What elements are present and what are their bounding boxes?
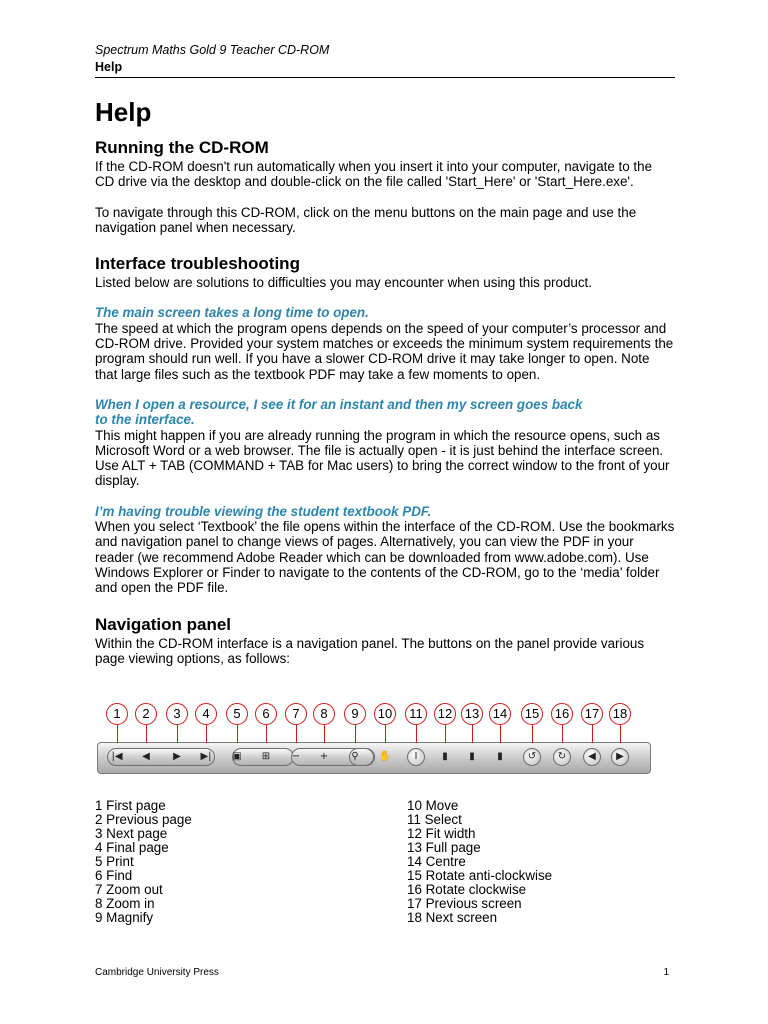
select-icon: Ⅰ — [407, 748, 425, 766]
find-icon: ⊞ — [261, 751, 271, 762]
callout-line — [177, 725, 178, 743]
callout-line — [592, 725, 593, 743]
callout-line — [500, 725, 501, 743]
final-page-icon: ▶| — [200, 751, 212, 762]
legend-item: 16 Rotate clockwise — [407, 882, 527, 897]
footer-publisher: Cambridge University Press — [95, 967, 219, 978]
legend-item: 7 Zoom out — [95, 882, 163, 897]
legend-item: 6 Find — [95, 868, 133, 883]
fit-width-icon: ▮ — [442, 751, 448, 762]
troubleshooting-intro: Listed below are solutions to difficulties you may encounter when using this product. — [95, 275, 592, 291]
magnify-icon: ⚲ — [351, 751, 359, 762]
callout-number: 8 — [313, 703, 335, 725]
answer-3: When you select ‘Textbook’ the file opens within the interface of the CD-ROM. Use the bookmarks and navigation panel to change views of pages. Alternatively, you can view the PDF in your reader (we recommend Adobe Reader which can be downloaded from www.adobe.com). Use Windows Explorer or Finder to navigate to the contents of the CD-ROM, go to the ‘media’ folder and open the PDF file. — [95, 519, 675, 596]
legend-item: 15 Rotate anti-clockwise — [407, 868, 553, 883]
header-divider — [95, 77, 675, 78]
callout-line — [472, 725, 473, 743]
legend-item: 13 Full page — [407, 840, 481, 855]
rotate-anticlockwise-icon: ↺ — [523, 748, 541, 766]
rotate-clockwise-icon: ↻ — [553, 748, 571, 766]
callout-number: 7 — [285, 703, 307, 725]
callout-number: 10 — [374, 703, 396, 725]
callout-line — [355, 725, 356, 743]
next-screen-icon: ▶ — [611, 748, 629, 766]
answer-2: This might happen if you are already running the program in which the resource opens, such as Microsoft Word or a web browser. The file is actually open - it is just behind the interface screen. Use ALT + TAB (COMMAND + TAB for Mac users) to bring the correct window to the front of your display. — [95, 427, 670, 489]
legend-item: 8 Zoom in — [95, 896, 155, 911]
question-2-line-2: to the interface. — [95, 412, 195, 428]
callout-number: 4 — [195, 703, 217, 725]
footer-page-number: 1 — [663, 967, 669, 978]
callout-number: 6 — [255, 703, 277, 725]
move-icon: ✋ — [378, 751, 392, 762]
running-paragraph-2: To navigate through this CD-ROM, click on the menu buttons on the main page and use the navigation panel when necessary. — [95, 204, 637, 235]
callout-line — [532, 725, 533, 743]
question-3: I’m having trouble viewing the student textbook PDF. — [95, 503, 432, 519]
legend-item: 3 Next page — [95, 826, 168, 841]
legend-column-left — [95, 799, 192, 925]
callout-number: 11 — [405, 703, 427, 725]
legend-column-right — [407, 799, 552, 925]
callout-number: 12 — [434, 703, 456, 725]
callout-number: 13 — [461, 703, 483, 725]
callout-number: 14 — [489, 703, 511, 725]
legend-item: 12 Fit width — [407, 826, 476, 841]
running-header-title: Spectrum Maths Gold 9 Teacher CD-ROM — [95, 43, 330, 57]
answer-1: The speed at which the program opens depends on the speed of your computer’s processor and CD-ROM drive. Provided your system matches or exceeds the minimum system requirements the program should run well. If you have a slower CD-ROM drive it may take longer to open. Note that large files such as the textbook PDF may take a few moments to open. — [95, 320, 674, 382]
navigation-intro: Within the CD-ROM interface is a navigation panel. The buttons on the panel provide various page viewing options, as follows: — [95, 635, 645, 666]
print-icon: ▣ — [232, 751, 242, 762]
legend-item: 4 Final page — [95, 840, 169, 855]
callout-line — [385, 725, 386, 743]
callout-number: 15 — [521, 703, 543, 725]
running-paragraph-1: If the CD-ROM doesn't run automatically when you insert it into your computer, navigate to the CD drive via the desktop and double-click on the file called 'Start_Here' or 'Start_Here.exe'. — [95, 159, 653, 190]
running-header-section: Help — [95, 60, 123, 74]
callout-number: 9 — [344, 703, 366, 725]
callout-number: 5 — [226, 703, 248, 725]
main-content — [95, 95, 675, 666]
first-page-icon: |◀ — [111, 751, 123, 762]
callout-line — [206, 725, 207, 743]
heading-navigation: Navigation panel — [95, 614, 232, 634]
zoom-in-icon: + — [319, 751, 329, 762]
navigation-panel-figure — [95, 700, 655, 778]
legend-item: 9 Magnify — [95, 910, 154, 925]
previous-page-icon: ◀ — [142, 751, 150, 762]
heading-running: Running the CD-ROM — [95, 138, 269, 157]
legend-item: 2 Previous page — [95, 812, 192, 827]
callout-number: 2 — [135, 703, 157, 725]
callout-number: 1 — [106, 703, 128, 725]
legend-item: 10 Move — [407, 798, 459, 813]
callout-line — [416, 725, 417, 743]
legend-item: 18 Next screen — [407, 910, 498, 925]
next-page-icon: ▶ — [173, 751, 181, 762]
legend-item: 14 Centre — [407, 854, 466, 869]
callout-number: 3 — [166, 703, 188, 725]
full-page-icon: ▮ — [469, 751, 475, 762]
question-1: The main screen takes a long time to open. — [95, 305, 369, 321]
callout-number: 16 — [551, 703, 573, 725]
zoom-out-icon: − — [291, 751, 301, 762]
question-2-line-1: When I open a resource, I see it for an instant and then my screen goes back — [95, 396, 583, 412]
page-title: Help — [95, 97, 152, 127]
heading-troubleshooting: Interface troubleshooting — [95, 254, 300, 274]
centre-icon: ▮ — [497, 751, 503, 762]
callout-line — [266, 725, 267, 743]
legend-item: 5 Print — [95, 854, 134, 869]
callout-line — [324, 725, 325, 743]
callout-line — [237, 725, 238, 743]
legend-item: 11 Select — [407, 812, 462, 827]
previous-screen-icon: ◀ — [583, 748, 601, 766]
callout-line — [620, 725, 621, 743]
callout-line — [296, 725, 297, 743]
callout-line — [146, 725, 147, 743]
callout-line — [117, 725, 118, 743]
legend-item: 1 First page — [95, 798, 166, 813]
callout-line — [562, 725, 563, 743]
callout-number: 18 — [609, 703, 631, 725]
legend-item: 17 Previous screen — [407, 896, 522, 911]
callout-line — [445, 725, 446, 743]
callout-number: 17 — [581, 703, 603, 725]
